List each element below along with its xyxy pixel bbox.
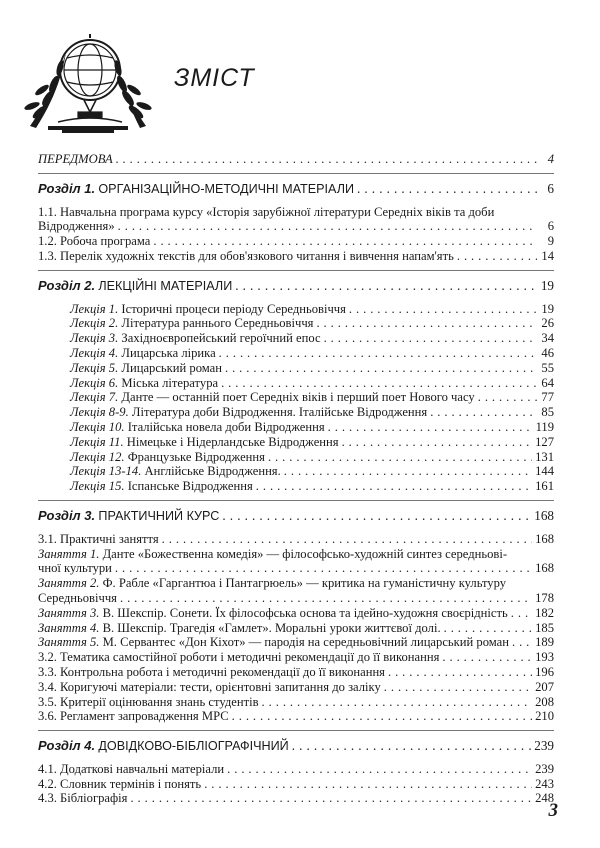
toc-entry[interactable] <box>38 665 554 680</box>
section-title: ПРАКТИЧНИЙ КУРС <box>98 508 220 523</box>
toc-entry-page: 161 <box>535 479 554 494</box>
divider <box>38 173 554 174</box>
toc-entry-page: 9 <box>547 234 554 249</box>
leader-dots <box>511 606 532 621</box>
toc-entry-label: 3.1. Практичні заняття <box>38 531 159 546</box>
toc-entry[interactable] <box>38 576 554 606</box>
toc-entry[interactable] <box>38 606 554 621</box>
toc-entry[interactable] <box>38 791 554 806</box>
toc-entry-lecture[interactable] <box>38 376 554 391</box>
toc-entry-page: 168 <box>535 561 554 576</box>
lecture-prefix: Лекція 15. <box>70 479 125 494</box>
toc-entry-label: Література доби Відродження. Італійське Відродження <box>131 405 428 420</box>
toc-entry[interactable] <box>38 650 554 665</box>
toc-entry-page: 119 <box>535 419 554 434</box>
toc-entry-page: 14 <box>541 248 554 263</box>
table-of-contents <box>38 152 554 806</box>
leader-dots <box>457 249 537 264</box>
lecture-prefix: Лекція 11. <box>70 434 124 449</box>
toc-entry-label: Данте — останній поет Середніх віків і перший поет Нового часу <box>121 390 475 405</box>
page-title: ЗМІСТ <box>174 64 255 92</box>
leader-dots <box>444 621 533 636</box>
leader-dots <box>116 152 537 167</box>
toc-entry-page: 182 <box>535 605 554 620</box>
toc-entry-label: Англійське Відродження. <box>144 464 281 479</box>
leader-dots <box>324 331 537 346</box>
toc-entry-label: Французьке Відродження <box>127 449 265 464</box>
toc-entry[interactable] <box>38 695 554 710</box>
leader-dots <box>442 650 532 665</box>
lesson-prefix: Заняття 5. <box>38 635 100 650</box>
toc-entry-page: 64 <box>541 375 554 390</box>
lesson-prefix: Заняття 3. <box>38 605 100 620</box>
toc-entry-lecture[interactable] <box>38 316 554 331</box>
leader-dots <box>222 509 531 524</box>
leader-dots <box>292 739 532 754</box>
leader-dots <box>162 532 532 547</box>
leader-dots <box>357 182 537 197</box>
toc-entry[interactable] <box>38 249 554 264</box>
toc-entry-page: 144 <box>535 464 554 479</box>
toc-entry-page: 4 <box>547 152 554 166</box>
toc-entry-intro[interactable] <box>38 152 554 167</box>
leader-dots <box>235 279 537 294</box>
toc-entry-page: 168 <box>534 507 554 523</box>
section-title: ЛЕКЦІЙНІ МАТЕРІАЛИ <box>98 278 233 293</box>
toc-entry[interactable] <box>38 532 554 547</box>
section-title: ОРГАНІЗАЦІЙНО-МЕТОДИЧНІ МАТЕРІАЛИ <box>98 181 355 196</box>
toc-entry-label: Історичні процеси періоду Середньовіччя <box>121 301 346 316</box>
leader-dots <box>268 450 532 465</box>
toc-entry-page: 26 <box>541 316 554 331</box>
leader-dots <box>118 219 537 234</box>
toc-entry-label: Література раннього Середньовіччя <box>121 316 314 331</box>
toc-entry-page: 19 <box>540 277 554 293</box>
toc-entry-lecture[interactable] <box>38 450 554 465</box>
toc-entry-page: 46 <box>541 345 554 360</box>
toc-entry-label: Німецьке і Нідерландське Відродження <box>126 434 339 449</box>
leader-dots <box>204 777 532 792</box>
toc-entry-label: 3.6. Регламент запровадження МРС <box>38 709 229 724</box>
toc-entry-label: Лицарський роман <box>121 360 222 375</box>
section-title: ДОВІДКОВО-БІБЛІОГРАФІЧНИЙ <box>98 739 289 754</box>
toc-entry-page: 189 <box>535 635 554 650</box>
toc-entry-lecture[interactable] <box>38 479 554 494</box>
toc-entry-page: 239 <box>534 738 554 754</box>
toc-entry-page: 193 <box>535 650 554 665</box>
toc-entry-page: 131 <box>535 449 554 464</box>
section-number: Розділ 3. <box>38 507 96 523</box>
leader-dots <box>256 479 532 494</box>
lecture-prefix: Лекція 10. <box>70 419 125 434</box>
toc-section-4[interactable] <box>38 739 554 754</box>
toc-entry-page: 207 <box>535 679 554 694</box>
toc-entry-label: Італійська новела доби Відродження <box>127 419 325 434</box>
leader-dots <box>512 635 532 650</box>
toc-entry-page: 55 <box>541 360 554 375</box>
toc-entry[interactable] <box>38 762 554 777</box>
leader-dots <box>262 695 533 710</box>
toc-entry-label: 4.3. Бібліографія <box>38 791 128 806</box>
toc-entry-lecture[interactable] <box>38 331 554 346</box>
leader-dots <box>227 762 532 777</box>
leader-dots <box>316 316 537 331</box>
leader-dots <box>130 791 532 806</box>
lesson-prefix: Заняття 4. <box>38 620 100 635</box>
leader-dots <box>115 561 532 576</box>
lecture-prefix: Лекція 5. <box>70 360 119 375</box>
toc-entry[interactable] <box>38 234 554 249</box>
toc-entry-label: Західноєвропейський героїчний епос <box>121 331 321 346</box>
toc-entry-lecture[interactable] <box>38 435 554 450</box>
leader-dots <box>225 361 537 376</box>
lesson-prefix: Заняття 1. <box>38 546 100 561</box>
toc-entry-page: 248 <box>535 791 554 806</box>
lecture-prefix: Лекція 4. <box>70 345 119 360</box>
toc-entry[interactable] <box>38 777 554 792</box>
leader-dots <box>478 390 537 405</box>
toc-entry-page: 85 <box>541 405 554 420</box>
toc-entry-lecture[interactable] <box>38 405 554 420</box>
divider <box>38 270 554 271</box>
toc-entry-lecture[interactable] <box>38 390 554 405</box>
toc-entry-lecture[interactable] <box>38 302 554 317</box>
leader-dots <box>219 346 537 361</box>
toc-entry-label-cont: Відродження» <box>38 219 115 234</box>
toc-entry-label: 1.1. Навчальна програма курсу «Історія зарубіжної літератури Середніх віків та доби <box>38 204 495 219</box>
toc-entry-label: Іспанське Відродження <box>127 479 253 494</box>
toc-entry-label: В. Шекспір. Трагедія «Гамлет». Моральні уроки життєвої долі. <box>102 620 441 635</box>
leader-dots <box>430 405 537 420</box>
toc-entry-page: 6 <box>547 180 554 196</box>
lesson-prefix: Заняття 2. <box>38 576 100 591</box>
toc-section-3[interactable] <box>38 509 554 524</box>
toc-entry-label: 1.2. Робоча програма <box>38 234 151 249</box>
toc-entry-page: 34 <box>541 331 554 346</box>
lecture-prefix: Лекція 2. <box>70 316 119 331</box>
leader-dots <box>120 591 532 606</box>
toc-entry[interactable] <box>38 709 554 724</box>
lecture-prefix: Лекція 1. <box>70 301 119 316</box>
toc-entry[interactable] <box>38 205 554 235</box>
section-number: Розділ 2. <box>38 277 96 293</box>
toc-entry-page: 196 <box>535 664 554 679</box>
lecture-prefix: Лекція 8-9. <box>70 405 129 420</box>
toc-entry-lecture[interactable] <box>38 420 554 435</box>
leader-dots <box>384 680 532 695</box>
toc-entry-label: 3.2. Тематика самостійної роботи і методичні рекомендації до її виконання <box>38 650 440 665</box>
leader-dots <box>349 302 537 317</box>
leader-dots <box>342 435 533 450</box>
lecture-prefix: Лекція 7. <box>70 390 119 405</box>
lecture-prefix: Лекція 12. <box>70 449 125 464</box>
toc-entry-lecture[interactable] <box>38 346 554 361</box>
toc-entry-page: 178 <box>535 590 554 605</box>
toc-entry[interactable] <box>38 621 554 636</box>
toc-entry-label: 1.3. Перелік художніх текстів для обов'язкового читання і вивчення напам'ять <box>38 248 454 263</box>
divider <box>38 730 554 731</box>
toc-entry[interactable] <box>38 680 554 695</box>
section-number: Розділ 1. <box>38 180 96 196</box>
toc-entry-label: 3.3. Контрольна робота і методичні рекомендації до її виконання <box>38 664 385 679</box>
toc-entry-page: 210 <box>535 709 554 724</box>
toc-section-2[interactable] <box>38 279 554 294</box>
toc-entry-page: 6 <box>547 219 554 234</box>
divider <box>38 500 554 501</box>
toc-entry-page: 127 <box>535 434 554 449</box>
toc-entry-label-cont: Середньовіччя <box>38 590 117 605</box>
toc-entry-label: В. Шекспір. Сонети. Їх філософська основа та ідейно-художня своєрідність <box>102 605 508 620</box>
leader-dots <box>388 665 532 680</box>
globe-emblem-icon <box>18 30 158 138</box>
toc-entry-label: 3.5. Критерії оцінювання знань студентів <box>38 694 259 709</box>
toc-entry-lecture[interactable] <box>38 361 554 376</box>
leader-dots <box>328 420 533 435</box>
toc-entry-label-cont: чної культури <box>38 561 112 576</box>
toc-entry-lecture[interactable] <box>38 464 554 479</box>
toc-entry-label: Ф. Рабле «Гаргантюа і Пантагрюель» — критика на гуманістичну культуру <box>102 576 507 591</box>
toc-entry-page: 19 <box>541 301 554 316</box>
toc-entry-label: М. Сервантес «Дон Кіхот» — пародія на середньовічний лицарський роман <box>102 635 509 650</box>
toc-entry-label: Данте «Божественна комедія» — філософсько-художній синтез середньові- <box>102 546 508 561</box>
toc-entry-label: Лицарська лірика <box>121 345 216 360</box>
toc-entry-page: 243 <box>535 776 554 791</box>
leader-dots <box>153 234 537 249</box>
leader-dots <box>232 709 532 724</box>
toc-entry[interactable] <box>38 635 554 650</box>
lecture-prefix: Лекція 3. <box>70 331 119 346</box>
toc-entry[interactable] <box>38 547 554 577</box>
toc-entry-label: Міська література <box>121 375 219 390</box>
toc-entry-label: 3.4. Коригуючі матеріали: тести, орієнтовні запитання до заліку <box>38 679 381 694</box>
lecture-prefix: Лекція 13-14. <box>70 464 142 479</box>
section-number: Розділ 4. <box>38 738 96 754</box>
toc-entry-label: 4.1. Додаткові навчальні матеріали <box>38 761 225 776</box>
toc-entry-label: ПЕРЕДМОВА <box>38 152 113 166</box>
toc-entry-page: 208 <box>535 694 554 709</box>
leader-dots <box>284 464 532 479</box>
toc-entry-page: 168 <box>535 531 554 546</box>
toc-entry-page: 77 <box>541 390 554 405</box>
toc-entry-page: 185 <box>535 620 554 635</box>
toc-entry-label: 4.2. Словник термінів і понять <box>38 776 202 791</box>
leader-dots <box>221 376 537 391</box>
page-number: 3 <box>548 800 558 821</box>
lecture-prefix: Лекція 6. <box>70 375 119 390</box>
toc-entry-page: 239 <box>535 761 554 776</box>
toc-section-1[interactable] <box>38 182 554 197</box>
